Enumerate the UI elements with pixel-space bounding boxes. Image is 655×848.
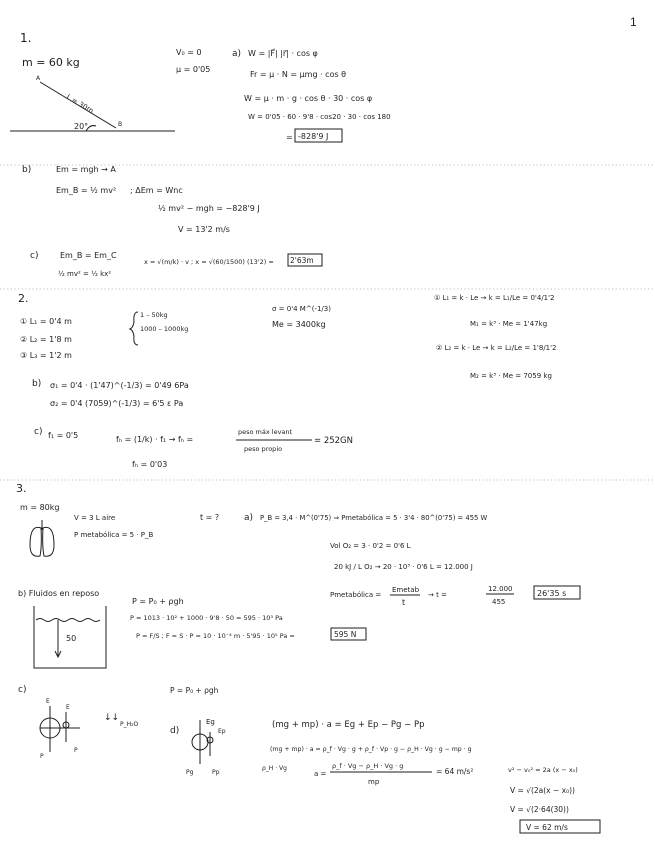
lungs-icon [30, 520, 54, 556]
buoy-e-label: E [46, 698, 50, 705]
p3-d-line2-side: ρ_H · Vg [262, 765, 287, 772]
p3-a-result: 26'35 s [537, 589, 567, 598]
p3-c-arrow-note: ↓↓ [104, 713, 120, 723]
p3-t-question: t = ? [200, 513, 220, 522]
page-number: 1 [630, 15, 637, 29]
p2-label: 2. [18, 292, 29, 305]
p1-c-line2: ½ mv² = ½ kx² [58, 270, 112, 278]
p3-d-kin3: V = √(2·64(30)) [510, 805, 569, 814]
p2-calc2-line2: M₂ = k³ · Me = 7059 kg [470, 372, 552, 380]
p1-c-result: 2'63m [290, 256, 314, 265]
p3-d-kin2: V = √(2a(x − x₀)) [510, 786, 575, 795]
p2-calc1-line2: M₁ = k³ · Me = 1'47kg [470, 320, 548, 328]
diver-eg-label: Eg [206, 718, 215, 726]
p2-c-line2: fₕ = 0'03 [132, 460, 168, 469]
p1-b-line5: V = 13'2 m/s [178, 225, 230, 234]
p1-given-mu: μ = 0'05 [176, 65, 211, 74]
p1-label: 1. [20, 31, 32, 45]
buoy-e2-label: E [66, 704, 70, 711]
p3-d-line3-prefix: a = [314, 770, 327, 778]
p1-b-line4: ½ mv² − mgh = −828'9 J [158, 204, 260, 213]
ruled-lines [0, 165, 655, 480]
p3-a-line4-mid: → t = [428, 591, 447, 599]
p3-a-line4-left: Pmetabólica = [330, 591, 382, 599]
p3-label: 3. [16, 482, 27, 495]
fig-length: L = 30m [64, 92, 95, 116]
p3-a-frac2-den: 455 [492, 598, 506, 606]
p1-a-label: a) [232, 49, 242, 59]
p2-c-result: = 252GN [314, 436, 353, 446]
p3-d-line3-result: = 64 m/s² [436, 767, 474, 776]
p1-mass: m = 60 kg [22, 56, 80, 69]
incline-figure [10, 75, 175, 131]
fig-point-a: A [36, 75, 41, 82]
p1-c-label: c) [30, 251, 39, 261]
p2-c-label: c) [34, 427, 43, 437]
p3-d-frac-num: ρ_f · Vg − ρ_H · Vg · g [332, 762, 404, 770]
p1-a-result: -828'9 J [298, 132, 329, 141]
p1-a-result-prefix: = [286, 133, 293, 142]
diver-ep-label: Ep [218, 728, 226, 735]
p3-c-formula: P = P₀ + ρgh [170, 686, 219, 695]
p3-a-label: a) [244, 513, 254, 523]
p1-c-line1: Em_B = Em_C [60, 251, 117, 260]
p1-a-line3: W = μ · m · g · cos θ · 30 · cos φ [244, 94, 373, 103]
p3-given-p: P metabólica = 5 · P_B [74, 531, 154, 539]
fluid-depth-label: 50 [66, 634, 77, 643]
p3-c-label: c) [18, 685, 27, 695]
p3-a-frac-den: t [402, 598, 406, 607]
p3-mass: m = 80kg [20, 503, 60, 512]
p1-given-v0: V₀ = 0 [176, 48, 202, 57]
fig-point-b: B [118, 121, 123, 128]
p3-b-line1: P = P₀ + ρgh [132, 597, 184, 606]
buoy-p2-label: P [74, 747, 78, 754]
p3-b-result: 595 N [334, 630, 357, 639]
p2-calc2-line1: ② L₂ = k · Le → k = L₂/Le = 1'8/1'2 [436, 344, 557, 352]
p1-b-line3: ; ΔEm = Wnc [130, 186, 183, 195]
p2-c-line1: fₕ = (1/k) · f₁ → fₕ = [116, 435, 194, 444]
fig-angle: 20° [74, 122, 89, 131]
p1-b-line1: Em = mgh → A [56, 165, 116, 174]
p1-a-line4: W = 0'05 · 60 · 9'8 · cos20 · 30 · cos 180 [248, 113, 391, 121]
p1-c-line3: x = √(m/k) · v ; x = √(60/1500) (13'2) = [144, 258, 274, 266]
p3-a-frac2-num: 12.000 [488, 585, 513, 593]
p2-c-den: peso propio [244, 445, 283, 453]
p3-a-frac-num: Emetab [392, 586, 420, 594]
p1-b-label: b) [22, 165, 32, 175]
p2-calc1-line1: ① L₁ = k · Le → k = L₁/Le = 0'4/1'2 [434, 294, 555, 302]
p1-a-line1: W = |F⃗| |r⃗| · cos φ [248, 49, 318, 58]
p3-given-v: V = 3 L aire [74, 514, 116, 522]
p3-b-line2: P = 1013 · 10² + 1000 · 9'8 · 50 = 595 · 10³ Pa [130, 614, 283, 622]
p3-d-line1: (mg + mp) · a = Eg + Ep − Pg − Pp [272, 720, 425, 730]
p1-a-line2: Fr = μ · N = μmg · cos θ [250, 70, 347, 79]
p2-item1: ① L₁ = 0'4 m [20, 317, 72, 326]
buoy-p-label: P [40, 753, 44, 760]
p3-d-label: d) [170, 726, 180, 736]
p3-d-line2: (mg + mp) · a = ρ_f · Vg · g + ρ_f · Vp · g − ρ_H · Vg · g − mp · g [270, 746, 472, 753]
p3-a-line2: Vol O₂ = 3 · 0'2 = 0'6 L [330, 542, 411, 550]
p2-c-num: peso máx levant [238, 428, 293, 436]
p2-sigma: σ = 0'4 M^(-1/3) [272, 305, 331, 313]
p2-b-line1: σ₁ = 0'4 · (1'47)^(-1/3) = 0'49 6Pa [50, 381, 189, 390]
problem-2 [18, 292, 557, 469]
problem-3 [16, 482, 600, 833]
buoy-figure [40, 698, 80, 760]
p2-c-given: f₁ = 0'5 [48, 431, 79, 440]
p3-d-kin1: v² − v₀² = 2a (x − x₀) [508, 766, 578, 774]
diver-pp-label: Pp [212, 769, 220, 776]
p3-b-line3: P = F/S ; F = S · P = 10 · 10⁻⁴ m · 5'95 · 10⁵ Pa = [136, 632, 295, 640]
diver-pg-label: Pg [186, 769, 194, 776]
p3-a-line1: P_B = 3,4 · M^(0'75) ⇒ Pmetabólica = 5 · 3'4 · 80^(0'75) = 455 W [260, 514, 488, 522]
p3-b-label: b) Fluidos en reposo [18, 589, 100, 598]
p2-item3: ③ L₃ = 1'2 m [20, 351, 72, 360]
p2-brace [130, 312, 138, 345]
p3-d-kin4: V = 62 m/s [526, 823, 568, 832]
p2-range2: 1000 – 1000kg [140, 325, 189, 333]
problem-1 [10, 31, 391, 278]
p1-b-line2: Em_B = ½ mv² [56, 186, 117, 195]
diver-figure [186, 718, 226, 776]
p2-b-label: b) [32, 379, 42, 389]
p3-d-frac-den: mp [368, 778, 380, 786]
fluid-container-figure [34, 606, 106, 668]
p3-c-note: P_H₂O [120, 721, 139, 728]
p2-item2: ② L₂ = 1'8 m [20, 335, 72, 344]
p3-a-line3: 20 kJ / L O₂ → 20 · 10³ · 0'6 L = 12.000 J [334, 563, 473, 571]
p2-range1: 1 – 50kg [140, 311, 168, 319]
p2-mass-h: Me = 3400kg [272, 320, 326, 329]
p2-b-line2: σ₂ = 0'4 (7059)^(-1/3) = 6'5 ε Pa [50, 399, 184, 408]
